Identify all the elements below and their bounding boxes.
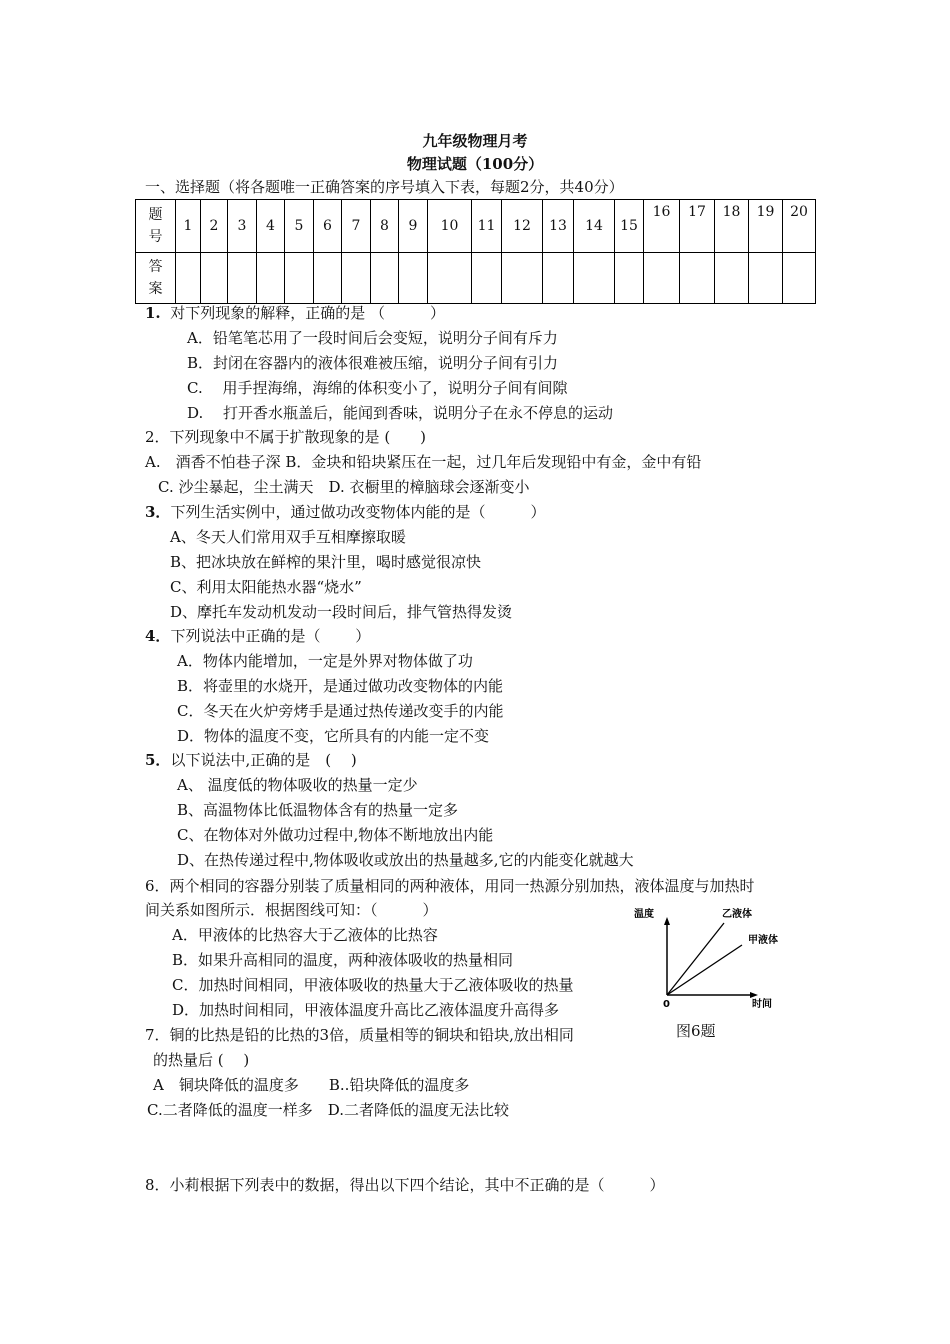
q5-option-b: B、高温物体比低温物体含有的热量一定多 xyxy=(177,801,459,819)
q1-stem: 1. 对下列现象的解释，正确的是 （ ） xyxy=(145,304,445,322)
q1-option-a: A．铅笔笔芯用了一段时间后会变短，说明分子间有斥力 xyxy=(187,329,558,347)
q1-option-d: D. 打开香水瓶盖后，能闻到香味，说明分子在永不停息的运动 xyxy=(187,404,614,422)
q3-option-d: D、摩托车发动机发动一段时间后，排气管热得发烫 xyxy=(170,603,513,621)
answer-cell[interactable] xyxy=(749,253,783,304)
answer-cell[interactable] xyxy=(285,253,314,304)
question-number-cell: 11 xyxy=(472,200,502,253)
answer-cell[interactable] xyxy=(543,253,574,304)
q8-stem: 8．小莉根据下列表中的数据，得出以下四个结论，其中不正确的是（ ） xyxy=(145,1176,665,1194)
answer-cell[interactable] xyxy=(783,253,816,304)
line-liquid-b xyxy=(667,923,724,995)
q6-option-b: B．如果升高相同的温度，两种液体吸收的热量相同 xyxy=(172,951,514,969)
q3-option-a: A、冬天人们常用双手互相摩擦取暖 xyxy=(170,528,406,546)
answer-cell[interactable] xyxy=(502,253,543,304)
graph-x-label: 时间 xyxy=(752,999,772,1010)
q6-option-a: A．甲液体的比热容大于乙液体的比热容 xyxy=(172,926,438,944)
question-number-cell: 17 xyxy=(680,200,715,253)
graph-origin-label: 0 xyxy=(663,999,670,1010)
question-number-cell: 18 xyxy=(715,200,749,253)
question-number-cell: 20 xyxy=(783,200,816,253)
q3-option-b: B、把冰块放在鲜榨的果汁里，喝时感觉很凉快 xyxy=(170,553,482,571)
graph-line-label-a: 甲液体 xyxy=(748,935,778,946)
question-number-cell: 8 xyxy=(371,200,399,253)
q7-stem-line2: 的热量后 ( ) xyxy=(153,1051,250,1069)
q4-option-d: D．物体的温度不变，它所具有的内能一定不变 xyxy=(177,727,490,745)
q5-option-c: C、在物体对外做功过程中,物体不断地放出内能 xyxy=(177,826,494,844)
q6-option-d: D．加热时间相同，甲液体温度升高比乙液体温度升高得多 xyxy=(172,1001,560,1019)
q2-options-cd: C. 沙尘暴起，尘土满天 D. 衣橱里的樟脑球会逐渐变小 xyxy=(158,478,530,496)
q3-option-c: C、利用太阳能热水器“烧水” xyxy=(170,578,362,596)
question-number-cell: 6 xyxy=(314,200,342,253)
exam-title: 九年级物理月考 xyxy=(422,132,528,150)
q2-stem: 2．下列现象中不属于扩散现象的是 ( ) xyxy=(145,428,427,446)
q6-stem-line2: 间关系如图所示．根据图线可知：（ ） xyxy=(145,901,438,919)
answer-table xyxy=(135,199,816,304)
answer-cell[interactable] xyxy=(715,253,749,304)
question-number-cell: 16 xyxy=(644,200,680,253)
answer-row xyxy=(136,253,816,304)
question-number-cell: 3 xyxy=(228,200,257,253)
answer-cell[interactable] xyxy=(472,253,502,304)
q7-stem-line1: 7．铜的比热是铅的比热的3倍，质量相等的铜块和铅块,放出相同 xyxy=(145,1026,574,1044)
answer-cell[interactable] xyxy=(314,253,342,304)
temperature-time-graph xyxy=(634,905,784,1010)
question-number-cell: 1 xyxy=(176,200,201,253)
question-number-cell: 2 xyxy=(201,200,228,253)
question-number-cell: 10 xyxy=(428,200,472,253)
answer-cell[interactable] xyxy=(680,253,715,304)
question-number-cell: 5 xyxy=(285,200,314,253)
answer-cell[interactable] xyxy=(257,253,285,304)
answer-cell[interactable] xyxy=(615,253,644,304)
q4-stem: 4．下列说法中正确的是（ ） xyxy=(145,627,371,645)
x-axis-arrow xyxy=(750,992,758,998)
answer-cell[interactable] xyxy=(574,253,615,304)
answer-cell[interactable] xyxy=(428,253,472,304)
section-heading: 一、选择题（将各题唯一正确答案的序号填入下表，每题2分，共40分） xyxy=(145,178,624,196)
q6-stem-line1: 6．两个相同的容器分别装了质量相同的两种液体，用同一热源分别加热，液体温度与加热时 xyxy=(145,877,755,895)
answer-cell[interactable] xyxy=(342,253,371,304)
row-label-question-number: 题 号 xyxy=(136,200,176,253)
q5-option-d: D、在热传递过程中,物体吸收或放出的热量越多,它的内能变化就越大 xyxy=(177,851,634,869)
answer-cell[interactable] xyxy=(399,253,428,304)
line-liquid-a xyxy=(667,945,742,995)
q1-option-c: C. 用手捏海绵，海绵的体积变小了，说明分子间有间隙 xyxy=(187,379,568,397)
exam-subtitle: 物理试题（100分） xyxy=(406,155,544,173)
answer-cell[interactable] xyxy=(176,253,201,304)
q4-option-b: B．将壶里的水烧开，是通过做功改变物体的内能 xyxy=(177,677,504,695)
question-number-cell: 7 xyxy=(342,200,371,253)
question-number-cell: 19 xyxy=(749,200,783,253)
graph-y-label: 温度 xyxy=(634,909,654,920)
q7-options-ab: A 铜块降低的温度多 B..铅块降低的温度多 xyxy=(153,1076,470,1094)
q4-option-c: C．冬天在火炉旁烤手是通过热传递改变手的内能 xyxy=(177,702,504,720)
q6-option-c: C．加热时间相同，甲液体吸收的热量大于乙液体吸收的热量 xyxy=(172,976,574,994)
question-number-cell: 15 xyxy=(615,200,644,253)
y-axis-arrow xyxy=(664,917,670,925)
answer-cell[interactable] xyxy=(644,253,680,304)
question-number-cell: 4 xyxy=(257,200,285,253)
graph-line-label-b: 乙液体 xyxy=(722,909,752,920)
question-number-cell: 9 xyxy=(399,200,428,253)
q4-option-a: A．物体内能增加，一定是外界对物体做了功 xyxy=(177,652,473,670)
q3-stem: 3．下列生活实例中，通过做功改变物体内能的是（ ） xyxy=(145,503,546,521)
question-number-cell: 12 xyxy=(502,200,543,253)
q5-stem: 5．以下说法中,正确的是 ( ) xyxy=(145,751,357,769)
q7-options-cd: C.二者降低的温度一样多 D.二者降低的温度无法比较 xyxy=(147,1101,509,1119)
question-number-row xyxy=(136,200,816,253)
q5-option-a: A、 温度低的物体吸收的热量一定少 xyxy=(177,776,418,794)
q1-option-b: B．封闭在容器内的液体很难被压缩，说明分子间有引力 xyxy=(187,354,559,372)
figure-caption: 图6题 xyxy=(676,1022,716,1040)
answer-cell[interactable] xyxy=(371,253,399,304)
q2-options-ab: A. 酒香不怕巷子深 B．金块和铅块紧压在一起，过几年后发现铅中有金，金中有铅 xyxy=(145,453,702,471)
question-number-cell: 14 xyxy=(574,200,615,253)
answer-cell[interactable] xyxy=(201,253,228,304)
question-number-cell: 13 xyxy=(543,200,574,253)
row-label-answer: 答 案 xyxy=(136,253,176,304)
answer-cell[interactable] xyxy=(228,253,257,304)
